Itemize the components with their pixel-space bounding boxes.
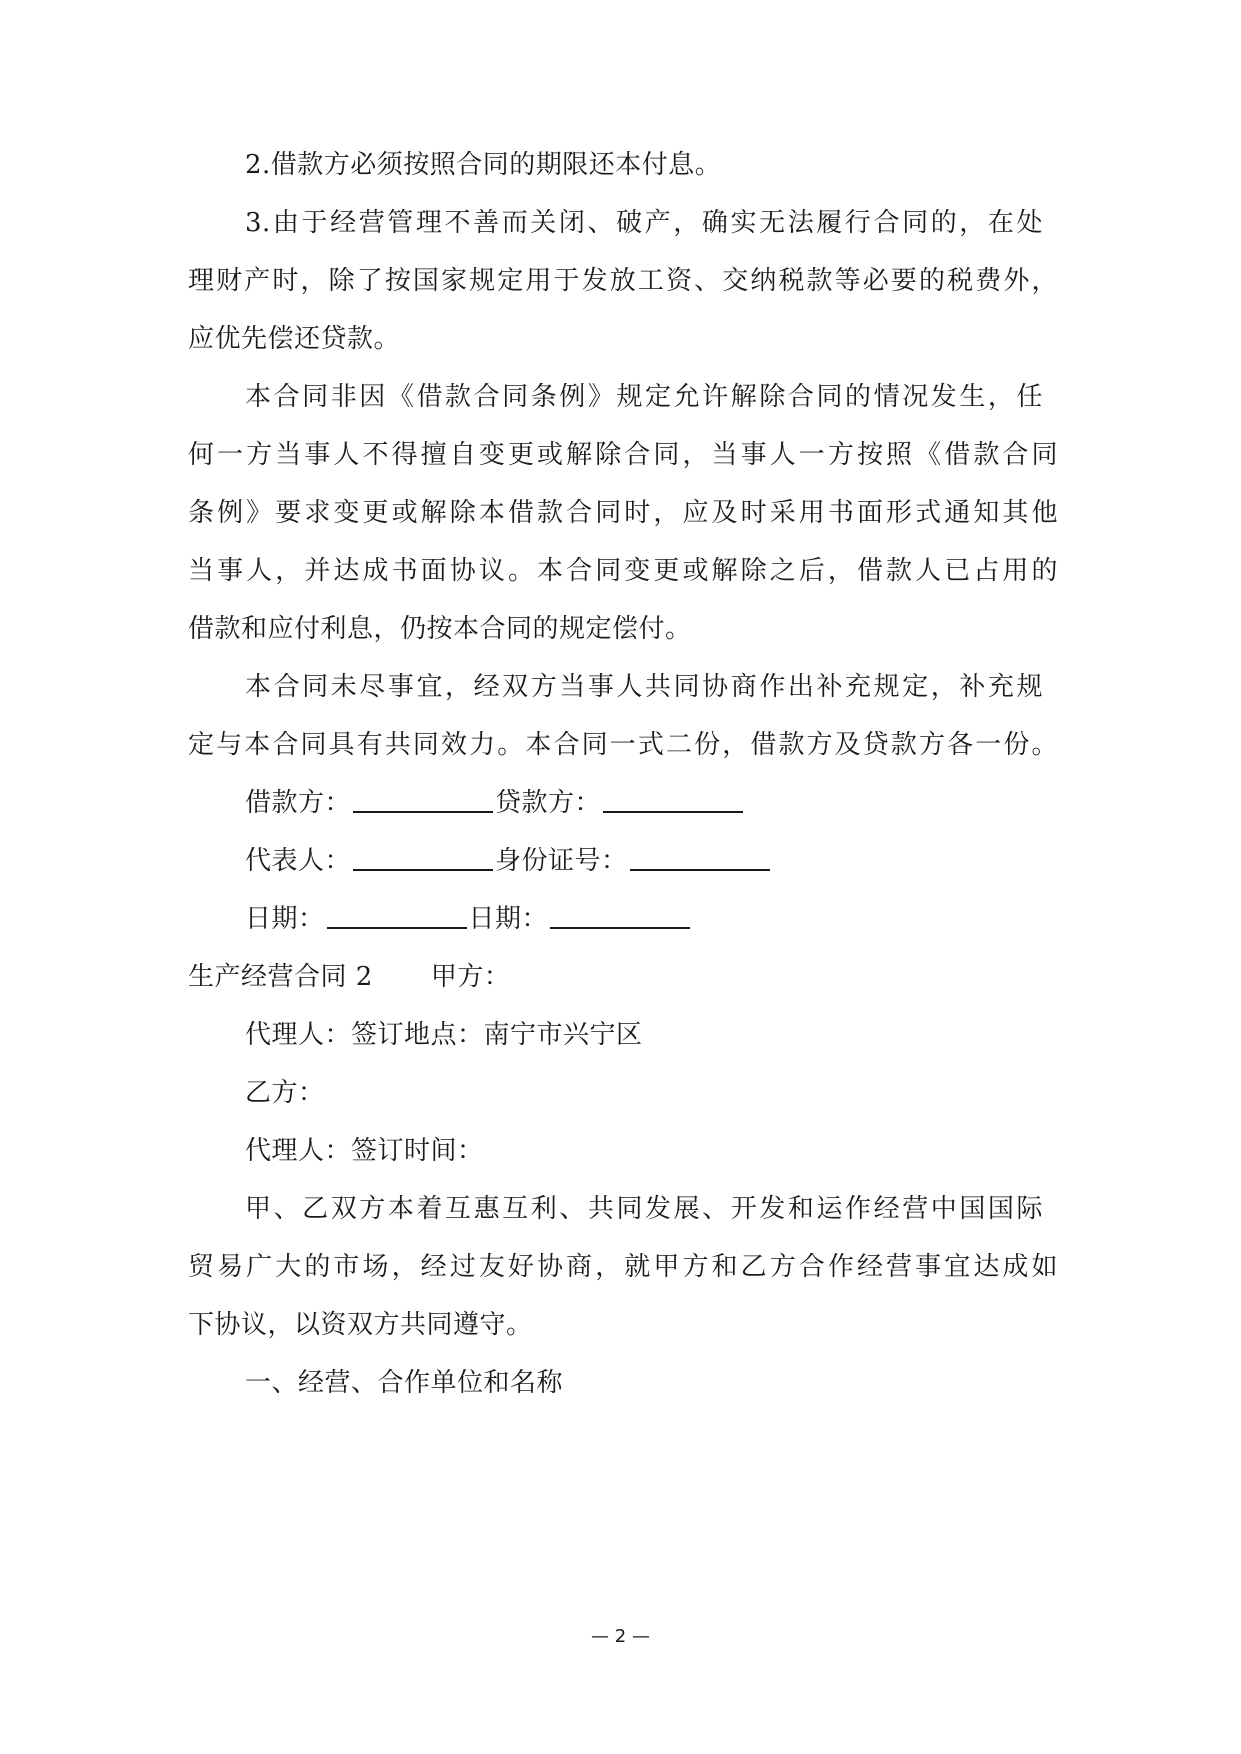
signature-row-parties — [245, 785, 745, 821]
party-b-label: 乙方： — [245, 1078, 325, 1108]
contract-2-intro-line-2: 贸易广大的市场，经过友好协商，就甲方和乙方合作经营事宜达成如 — [188, 1252, 1058, 1282]
paragraph-termination-line-4: 当事人，并达成书面协议。本合同变更或解除之后，借款人已占用的 — [188, 556, 1058, 586]
paragraph-termination-line-5: 借款和应付利息，仍按本合同的规定偿付。 — [188, 614, 692, 644]
date-blank-lender — [550, 901, 690, 929]
lender-blank — [603, 785, 743, 813]
date-label-lender: 日期： — [468, 904, 549, 934]
representative-blank — [353, 843, 493, 871]
party-a-label: 甲方： — [430, 962, 511, 992]
agent-signing-place: 代理人：签订地点：南宁市兴宁区 — [245, 1020, 643, 1050]
page-number: — 2 — — [591, 1626, 650, 1647]
contract-2-heading-row — [188, 959, 510, 995]
signature-row-dates — [245, 901, 692, 937]
date-label-borrower: 日期： — [245, 904, 325, 934]
contract-2-intro-line-3: 下协议，以资双方共同遵守。 — [188, 1310, 533, 1340]
contract-2-title: 生产经营合同 2 — [188, 962, 373, 992]
agent-signing-time: 代理人：签订时间： — [245, 1136, 484, 1166]
paragraph-bankruptcy-line-3: 应优先偿还贷款。 — [188, 324, 401, 354]
borrower-blank — [353, 785, 493, 813]
borrower-label: 借款方： — [245, 788, 352, 818]
representative-label: 代表人： — [245, 846, 352, 876]
paragraph-supplement-line-2: 定与本合同具有共同效力。本合同一式二份，借款方及贷款方各一份。 — [188, 730, 1058, 760]
paragraph-termination-line-1: 本合同非因《借款合同条例》规定允许解除合同的情况发生，任 — [245, 382, 1043, 412]
date-blank-borrower — [327, 901, 467, 929]
id-number-label: 身份证号： — [495, 846, 628, 876]
paragraph-bankruptcy-line-1: 3.由于经营管理不善而关闭、破产，确实无法履行合同的，在处 — [245, 208, 1043, 238]
paragraph-repayment: 2.借款方必须按照合同的期限还本付息。 — [245, 150, 722, 180]
lender-label: 贷款方： — [495, 788, 602, 818]
contract-2-intro-line-1: 甲、乙双方本着互惠互利、共同发展、开发和运作经营中国国际 — [245, 1194, 1043, 1224]
signature-row-representative — [245, 843, 772, 879]
id-number-blank — [630, 843, 770, 871]
section-1-heading: 一、经营、合作单位和名称 — [245, 1368, 564, 1398]
paragraph-bankruptcy-line-2: 理财产时，除了按国家规定用于发放工资、交纳税款等必要的税费外， — [188, 266, 1058, 296]
paragraph-termination-line-2: 何一方当事人不得擅自变更或解除合同，当事人一方按照《借款合同 — [188, 440, 1058, 470]
paragraph-termination-line-3: 条例》要求变更或解除本借款合同时，应及时采用书面形式通知其他 — [188, 498, 1058, 528]
paragraph-supplement-line-1: 本合同未尽事宜，经双方当事人共同协商作出补充规定，补充规 — [245, 672, 1043, 702]
